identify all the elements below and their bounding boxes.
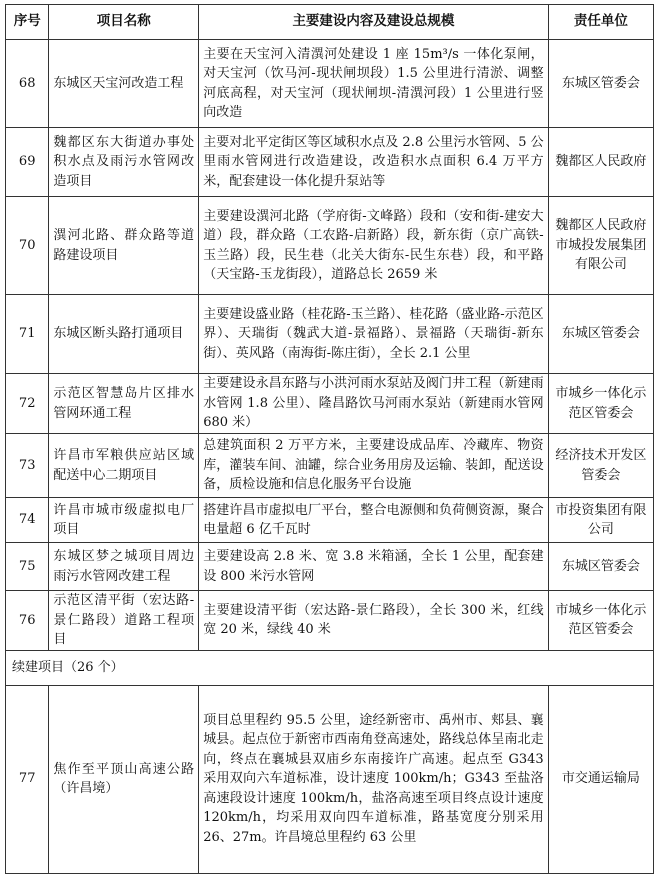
table-header-row bbox=[6, 5, 654, 40]
row-index: 73 bbox=[6, 434, 49, 498]
row-index: 75 bbox=[6, 543, 49, 591]
row-unit: 市城乡一体化示范区管委会 bbox=[548, 591, 653, 651]
row-name: 许昌市军粮供应站区域配送中心二期项目 bbox=[49, 434, 199, 498]
row-unit: 市投资集团有限公司 bbox=[548, 498, 653, 543]
table-row bbox=[6, 374, 654, 434]
row-content: 搭建许昌市虚拟电厂平台，整合电源侧和负荷侧资源，聚合电量超 6 亿千瓦时 bbox=[199, 498, 549, 543]
row-index: 77 bbox=[6, 685, 49, 873]
section-title: 续建项目（26 个） bbox=[6, 650, 654, 685]
row-content: 主要建设永昌东路与小洪河雨水泵站及阀门井工程（新建雨水管网 1.8 公里）、隆昌路饮马河雨水泵站（新建雨水管网 680 米） bbox=[199, 374, 549, 434]
table-row bbox=[6, 295, 654, 374]
row-index: 74 bbox=[6, 498, 49, 543]
row-index: 76 bbox=[6, 591, 49, 651]
header-name: 项目名称 bbox=[49, 5, 199, 40]
row-unit: 经济技术开发区管委会 bbox=[548, 434, 653, 498]
row-content: 总建筑面积 2 万平方米，主要建设成品库、冷藏库、物资库，灌装车间、油罐，综合业务用房及运输、装卸，配送设备，质检设施和信息化服务平台设施 bbox=[199, 434, 549, 498]
row-unit: 市交通运输局 bbox=[548, 685, 653, 873]
row-name: 东城区断头路打通项目 bbox=[49, 295, 199, 374]
row-unit: 东城区管委会 bbox=[548, 295, 653, 374]
table-row bbox=[6, 685, 654, 873]
row-unit: 东城区管委会 bbox=[548, 40, 653, 128]
row-index: 71 bbox=[6, 295, 49, 374]
row-content: 主要建设潩河北路（学府街-文峰路）段和（安和街-建安大道）段，群众路（工农路-启新路）段，新东街（京广高铁-玉兰路）段，民生巷（北关大街东-民生东巷）段，和平路（天宝路-玉龙街段），道路总长 2659 米 bbox=[199, 197, 549, 295]
row-name: 示范区清平街（宏达路-景仁路段）道路工程项目 bbox=[49, 591, 199, 651]
row-content: 主要对北平定街区等区域积水点及 2.8 公里污水管网、5 公里雨水管网进行改造建设，改造积水点面积 6.4 万平方米，配套建设一体化提升泵站等 bbox=[199, 128, 549, 197]
row-name: 许昌市城市级虚拟电厂项目 bbox=[49, 498, 199, 543]
table-row bbox=[6, 128, 654, 197]
row-unit: 魏都区人民政府市城投发展集团有限公司 bbox=[548, 197, 653, 295]
projects-table bbox=[5, 4, 654, 874]
row-name: 魏都区东大街道办事处积水点及雨污水管网改造项目 bbox=[49, 128, 199, 197]
table-row bbox=[6, 197, 654, 295]
row-name: 东城区天宝河改造工程 bbox=[49, 40, 199, 128]
table-row bbox=[6, 40, 654, 128]
table-row bbox=[6, 498, 654, 543]
row-unit: 市城乡一体化示范区管委会 bbox=[548, 374, 653, 434]
header-unit: 责任单位 bbox=[548, 5, 653, 40]
header-index: 序号 bbox=[6, 5, 49, 40]
table-row bbox=[6, 434, 654, 498]
row-content: 主要建设清平街（宏达路-景仁路段），全长 300 米，红线宽 20 米，绿线 40 米 bbox=[199, 591, 549, 651]
row-unit: 魏都区人民政府 bbox=[548, 128, 653, 197]
table-row bbox=[6, 591, 654, 651]
row-content: 项目总里程约 95.5 公里，途经新密市、禹州市、郏县、襄城县。起点位于新密市西南角登高速处，路线总体呈南北走向，终点在襄城县双庙乡东南接许广高速。起点至 G343 采用双向六车道标准，设计速度 100km/h；G343 至盐洛高速段设计速度 100km/h，盐洛高速至项目终点设计速度 120km/h，均采用双向四车道标准，路基宽度分别采用 26、27m。许昌境总里程约 63 公里 bbox=[199, 685, 549, 873]
row-name: 东城区梦之城项目周边雨污水管网改建工程 bbox=[49, 543, 199, 591]
header-content: 主要建设内容及建设总规模 bbox=[199, 5, 549, 40]
row-content: 主要建设盛业路（桂花路-玉兰路）、桂花路（盛业路-示范区界）、天瑞街（魏武大道-景福路）、景福路（天瑞街-新东街）、英风路（南海街-陈庄街），全长 2.1 公里 bbox=[199, 295, 549, 374]
row-content: 主要建设高 2.8 米、宽 3.8 米箱涵，全长 1 公里，配套建设 800 米污水管网 bbox=[199, 543, 549, 591]
row-content: 主要在天宝河入清潩河处建设 1 座 15m³/s 一体化泵闸，对天宝河（饮马河-现状闸坝段）1.5 公里进行清淤、调整河底高程，对天宝河（现状闸坝-清潩河段）1 公里进行竖向改造 bbox=[199, 40, 549, 128]
row-name: 示范区智慧岛片区排水管网环通工程 bbox=[49, 374, 199, 434]
row-index: 70 bbox=[6, 197, 49, 295]
row-unit: 东城区管委会 bbox=[548, 543, 653, 591]
row-index: 68 bbox=[6, 40, 49, 128]
row-index: 72 bbox=[6, 374, 49, 434]
section-header-row bbox=[6, 650, 654, 685]
row-name: 潩河北路、群众路等道路建设项目 bbox=[49, 197, 199, 295]
row-index: 69 bbox=[6, 128, 49, 197]
row-name: 焦作至平顶山高速公路（许昌境） bbox=[49, 685, 199, 873]
table-row bbox=[6, 543, 654, 591]
